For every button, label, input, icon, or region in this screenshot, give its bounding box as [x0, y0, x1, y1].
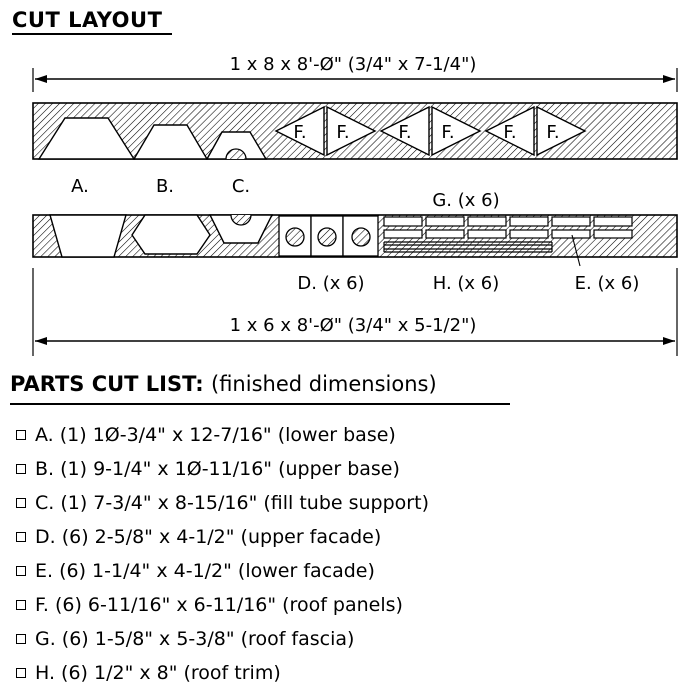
checkbox[interactable] — [16, 600, 26, 610]
board-1x6 — [33, 215, 677, 266]
part-f-label: F. — [293, 122, 307, 143]
list-item — [16, 554, 429, 588]
checkbox[interactable] — [16, 668, 26, 678]
checkbox[interactable] — [16, 532, 26, 542]
list-item — [16, 656, 429, 690]
part-d-blocks — [279, 216, 378, 256]
list-item — [16, 588, 429, 622]
part-f-label: F. — [441, 122, 455, 143]
parts-cut-list-title — [10, 372, 437, 396]
part-item-text: A. (1) 1Ø-3/4" x 12-7/16" (lower base) — [35, 424, 396, 446]
parts-cut-list-underline — [10, 403, 510, 405]
checkbox[interactable] — [16, 634, 26, 644]
part-a-label: A. — [71, 176, 89, 197]
cut-layout-title: CUT LAYOUT — [12, 8, 163, 32]
checkbox[interactable] — [16, 464, 26, 474]
top-board-dimension — [33, 52, 677, 92]
checkbox[interactable] — [16, 498, 26, 508]
part-g-label: G. (x 6) — [432, 190, 500, 211]
part-b-shape — [132, 215, 210, 254]
part-d-label: D. (x 6) — [297, 273, 365, 294]
part-item-text: E. (6) 1-1/4" x 4-1/2" (lower facade) — [35, 560, 375, 582]
list-item — [16, 520, 429, 554]
list-item — [16, 486, 429, 520]
part-f-label: F. — [546, 122, 560, 143]
list-item — [16, 452, 429, 486]
part-item-text: F. (6) 6-11/16" x 6-11/16" (roof panels) — [35, 594, 403, 616]
top-board-dimension-label: 1 x 8 x 8'-Ø" (3/4" x 7-1/4") — [229, 54, 477, 75]
parts-cut-list-subtitle: (finished dimensions) — [211, 372, 437, 396]
checkbox[interactable] — [16, 566, 26, 576]
part-c-label: C. — [231, 176, 251, 197]
part-f-label: F. — [503, 122, 517, 143]
part-h-label: H. (x 6) — [432, 273, 500, 294]
part-b-label: B. — [155, 176, 175, 197]
part-item-text: H. (6) 1/2" x 8" (roof trim) — [35, 662, 281, 684]
part-e-label: E. (x 6) — [574, 273, 640, 294]
part-a-shape — [50, 215, 126, 257]
parts-cut-list — [16, 418, 429, 690]
checkbox[interactable] — [16, 430, 26, 440]
list-item — [16, 622, 429, 656]
part-f-label: F. — [398, 122, 412, 143]
part-item-text: B. (1) 9-1/4" x 1Ø-11/16" (upper base) — [35, 458, 400, 480]
part-item-text: D. (6) 2-5/8" x 4-1/2" (upper facade) — [35, 526, 382, 548]
part-item-text: C. (1) 7-3/4" x 8-15/16" (fill tube support) — [35, 492, 429, 514]
board-1x8 — [33, 103, 677, 159]
part-item-text: G. (6) 1-5/8" x 5-3/8" (roof fascia) — [35, 628, 355, 650]
list-item — [16, 418, 429, 452]
bottom-board-dimension-label: 1 x 6 x 8'-Ø" (3/4" x 5-1/2") — [229, 315, 477, 336]
parts-cut-list-heading: PARTS CUT LIST: — [10, 372, 204, 396]
part-f-label: F. — [336, 122, 350, 143]
